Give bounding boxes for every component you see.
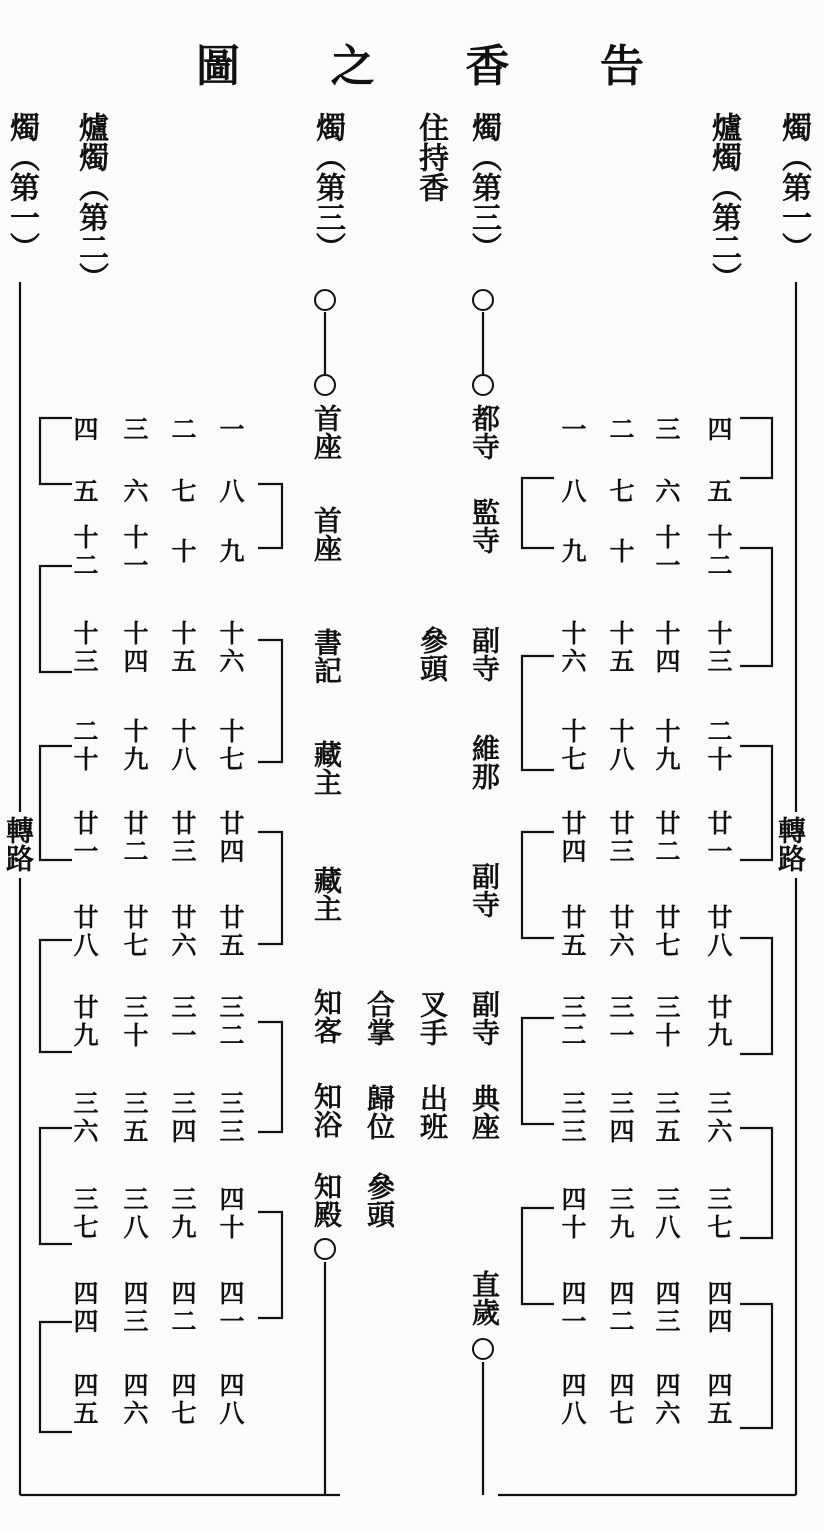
action-gassho: 合掌 <box>363 990 396 1046</box>
bracket-line <box>740 1304 772 1428</box>
left-seat-number: 三 四 <box>171 1089 197 1146</box>
left-seat-number: 五 <box>73 477 99 506</box>
right-seat-number: 七 <box>609 477 635 506</box>
role-chiyoku: 知浴 <box>310 1082 343 1138</box>
role-tenzo: 典座 <box>468 1084 501 1140</box>
right-seat-number: 十 九 <box>655 717 681 774</box>
left-seat-number: 三 九 <box>171 1185 197 1242</box>
right-seat-number: 八 <box>561 477 587 506</box>
title-char: 告 <box>599 41 644 92</box>
bracket-line <box>740 1128 772 1238</box>
left-seat-number: 廿 六 <box>171 903 197 960</box>
right-seat-number: 六 <box>655 477 681 506</box>
header-left-burner-2: 爐燭（第二） <box>73 112 108 292</box>
title-char: 之 <box>330 41 375 92</box>
left-seat-number: 四 一 <box>219 1279 245 1336</box>
left-seat-number: 三 一 <box>171 993 197 1050</box>
bracket-line <box>40 418 72 484</box>
action-shashu: 叉手 <box>416 990 449 1046</box>
right-seat-number: 廿 三 <box>609 809 635 866</box>
right-seat-number: 三 八 <box>655 1185 681 1242</box>
right-seat-number: 三 三 <box>561 1089 587 1146</box>
left-seat-number: 廿 五 <box>219 903 245 960</box>
bracket-line <box>522 1018 554 1124</box>
right-seat-number: 四 十 <box>561 1185 587 1242</box>
bracket-line <box>740 548 772 666</box>
left-seat-number: 十 四 <box>123 619 149 676</box>
role-shuso-top: 首座 <box>310 404 343 460</box>
right-seat-number: 四 八 <box>561 1371 587 1428</box>
right-seat-number: 廿 九 <box>707 993 733 1050</box>
left-seat-number: 四 四 <box>73 1279 99 1336</box>
left-seat-number: 廿 八 <box>73 903 99 960</box>
left-seat-number: 四 五 <box>73 1371 99 1428</box>
right-seat-number: 四 三 <box>655 1279 681 1336</box>
left-seat-number: 廿 七 <box>123 903 149 960</box>
title-char: 香 <box>465 41 510 92</box>
left-seat-number: 九 <box>219 537 245 566</box>
right-seat-number: 五 <box>707 477 733 506</box>
right-seat-number: 十 八 <box>609 717 635 774</box>
right-seat-number: 十 五 <box>609 619 635 676</box>
left-seat-number: 二 十 <box>73 717 99 774</box>
right-seat-number: 四 一 <box>561 1279 587 1336</box>
role-kansu: 監寺 <box>468 498 501 554</box>
bracket-line <box>40 746 72 860</box>
turn-path-label-left: 轉路 <box>4 812 32 876</box>
right-seat-number: 廿 五 <box>561 903 587 960</box>
left-seat-number: 十 二 <box>73 523 99 580</box>
right-seat-number: 三 四 <box>609 1089 635 1146</box>
right-seat-number: 四 六 <box>655 1371 681 1428</box>
role-santou-1: 參頭 <box>416 626 449 682</box>
bracket-line <box>740 938 772 1054</box>
right-seat-number: 廿 四 <box>561 809 587 866</box>
right-seat-number: 三 七 <box>707 1185 733 1242</box>
bracket-line <box>40 566 72 672</box>
role-shuso: 首座 <box>310 506 343 562</box>
left-seat-number: 十 五 <box>171 619 197 676</box>
role-zosu-2: 藏主 <box>310 866 343 922</box>
bracket-line <box>740 418 772 478</box>
role-chikusai: 直歲 <box>468 1270 501 1326</box>
left-seat-number: 六 <box>123 477 149 506</box>
right-seat-number: 十 七 <box>561 717 587 774</box>
right-seat-number: 二 <box>609 415 635 444</box>
left-seat-number: 十 七 <box>219 717 245 774</box>
left-seat-number: 三 八 <box>123 1185 149 1242</box>
header-right-burner-2: 爐燭（第二） <box>706 112 741 292</box>
left-seat-number: 廿 二 <box>123 809 149 866</box>
role-fusu-1: 副寺 <box>468 626 501 682</box>
right-seat-number: 四 <box>707 415 733 444</box>
role-fusu-2: 副寺 <box>468 862 501 918</box>
left-seat-number: 四 六 <box>123 1371 149 1428</box>
bracket-line <box>40 1128 72 1244</box>
right-seat-number: 十 四 <box>655 619 681 676</box>
right-seat-number: 十 二 <box>707 523 733 580</box>
left-seat-number: 三 五 <box>123 1089 149 1146</box>
left-seat-number: 四 八 <box>219 1371 245 1428</box>
right-seat-number: 三 二 <box>561 993 587 1050</box>
left-seat-number: 三 二 <box>219 993 245 1050</box>
left-seat-number: 十 一 <box>123 523 149 580</box>
right-seat-number: 三 五 <box>655 1089 681 1146</box>
action-kii: 歸位 <box>363 1084 396 1140</box>
right-seat-number: 廿 一 <box>707 809 733 866</box>
right-seat-number: 三 十 <box>655 993 681 1050</box>
right-seat-number: 十 <box>609 537 635 566</box>
bracket-line <box>522 832 554 938</box>
left-seat-number: 三 六 <box>73 1089 99 1146</box>
bracket-line <box>40 940 72 1052</box>
right-seat-number: 廿 六 <box>609 903 635 960</box>
right-seat-number: 四 七 <box>609 1371 635 1428</box>
right-seat-number: 三 一 <box>609 993 635 1050</box>
bracket-line <box>258 832 282 944</box>
right-seat-number: 十 六 <box>561 619 587 676</box>
right-seat-number: 三 六 <box>707 1089 733 1146</box>
left-seat-number: 四 三 <box>123 1279 149 1336</box>
right-seat-number: 三 九 <box>609 1185 635 1242</box>
left-seat-number: 十 <box>171 537 197 566</box>
role-zosu-1: 藏主 <box>310 740 343 796</box>
bracket-line <box>258 640 282 762</box>
right-seat-number: 四 四 <box>707 1279 733 1336</box>
right-seat-number: 廿 七 <box>655 903 681 960</box>
right-seat-number: 一 <box>561 415 587 444</box>
left-seat-number: 八 <box>219 477 245 506</box>
header-abbot-incense: 住持香 <box>413 112 448 202</box>
left-seat-number: 三 十 <box>123 993 149 1050</box>
bracket-line <box>258 1022 282 1132</box>
role-santou-2: 參頭 <box>363 1172 396 1228</box>
left-seat-number: 七 <box>171 477 197 506</box>
left-seat-number: 四 十 <box>219 1185 245 1242</box>
right-seat-number: 廿 八 <box>707 903 733 960</box>
left-seat-number: 廿 三 <box>171 809 197 866</box>
role-tsusu: 都寺 <box>468 404 501 460</box>
left-seat-number: 三 <box>123 415 149 444</box>
right-seat-number: 四 二 <box>609 1279 635 1336</box>
header-right-candle-3: 燭（第三） <box>466 112 501 262</box>
bracket-line <box>258 484 282 548</box>
right-seat-number: 三 <box>655 415 681 444</box>
left-seat-number: 廿 九 <box>73 993 99 1050</box>
role-fusu-3: 副寺 <box>468 990 501 1046</box>
right-seat-number: 二 十 <box>707 717 733 774</box>
left-seat-number: 四 七 <box>171 1371 197 1428</box>
left-seat-number: 十 六 <box>219 619 245 676</box>
right-seat-number: 十 三 <box>707 619 733 676</box>
left-seat-number: 廿 四 <box>219 809 245 866</box>
bracket-line <box>522 1208 554 1304</box>
bracket-line <box>40 1322 72 1432</box>
role-shoki: 書記 <box>310 628 343 684</box>
left-seat-number: 四 二 <box>171 1279 197 1336</box>
bracket-line <box>258 1212 282 1318</box>
turn-path-label-right: 轉路 <box>776 812 804 876</box>
header-right-candle-1: 燭（第一） <box>776 112 811 262</box>
left-seat-number: 三 七 <box>73 1185 99 1242</box>
left-seat-number: 二 <box>171 415 197 444</box>
left-seat-number: 一 <box>219 415 245 444</box>
left-seat-number: 十 八 <box>171 717 197 774</box>
left-seat-number: 廿 一 <box>73 809 99 866</box>
left-seat-number: 十 九 <box>123 717 149 774</box>
right-seat-number: 九 <box>561 537 587 566</box>
role-shika: 知客 <box>310 988 343 1044</box>
action-shutsuhan: 出班 <box>416 1084 449 1140</box>
bracket-line <box>522 656 554 770</box>
role-chiden: 知殿 <box>310 1172 343 1228</box>
header-left-candle-3: 燭（第三） <box>310 112 345 262</box>
right-seat-number: 四 五 <box>707 1371 733 1428</box>
header-left-candle-1: 燭（第一） <box>4 112 39 262</box>
right-seat-number: 十 一 <box>655 523 681 580</box>
left-seat-number: 十 三 <box>73 619 99 676</box>
right-seat-number: 廿 二 <box>655 809 681 866</box>
left-seat-number: 四 <box>73 415 99 444</box>
bracket-line <box>522 478 554 548</box>
role-ino: 維那 <box>468 734 501 790</box>
bracket-line <box>740 746 772 860</box>
left-seat-number: 三 三 <box>219 1089 245 1146</box>
title-char: 圖 <box>196 41 240 92</box>
